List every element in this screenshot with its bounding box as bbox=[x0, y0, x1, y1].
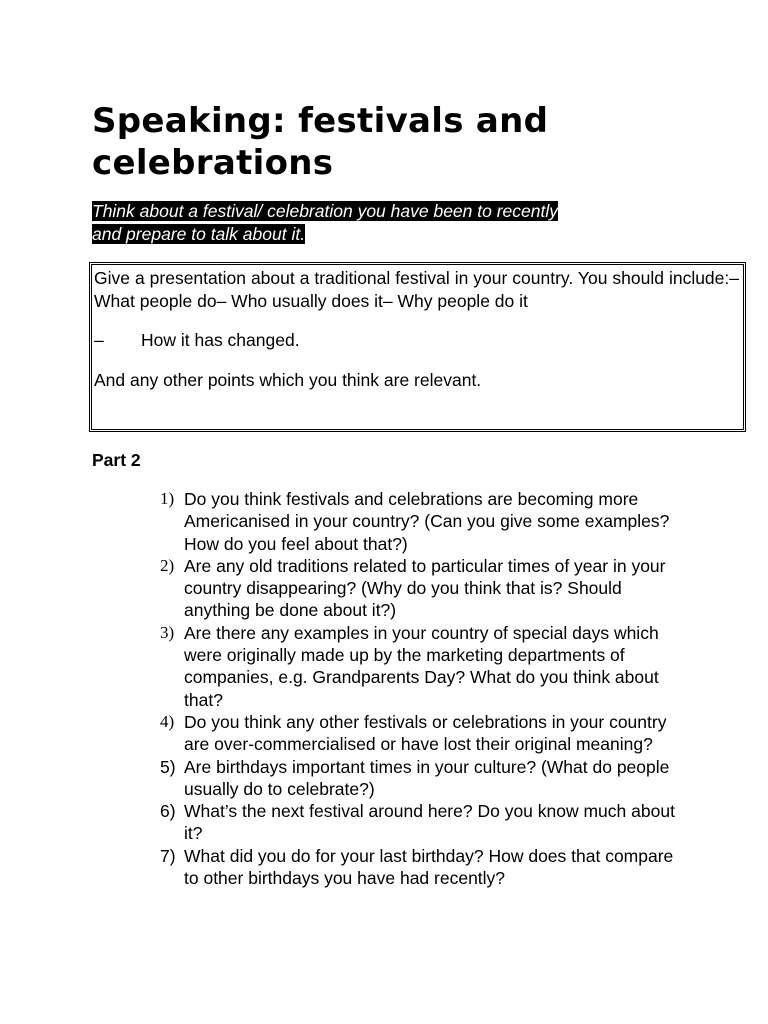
question-text: Are birthdays important times in your culture? (What do people usually do to celebrate?) bbox=[184, 756, 670, 799]
question-text: What did you do for your last birthday? How does that compare to other birthdays you have had recently? bbox=[184, 845, 674, 889]
question-item bbox=[160, 711, 690, 756]
question-number: 5) bbox=[160, 756, 176, 777]
presentation-task-box bbox=[89, 262, 746, 432]
question-text: Are there any examples in your country of special days which were originally made up by the marketing departments of companies, e.g. Grandparents Day? What do you think about that? bbox=[184, 622, 659, 710]
intro-instruction bbox=[92, 200, 692, 245]
page-title: Speaking: festivals and celebrations bbox=[92, 101, 549, 183]
question-number: 1) bbox=[160, 489, 175, 508]
intro-line-2: and prepare to talk about it. bbox=[92, 223, 306, 244]
question-item bbox=[160, 622, 690, 711]
question-number: 3) bbox=[160, 622, 175, 642]
question-item bbox=[160, 488, 690, 555]
question-number: 2) bbox=[160, 555, 175, 575]
question-number: 7) bbox=[160, 845, 176, 866]
question-item bbox=[160, 756, 690, 801]
question-list bbox=[160, 488, 690, 889]
question-text: Do you think any other festivals or celebrations in your country are over-commercialised or have lost their original meaning? bbox=[184, 711, 667, 755]
task-changed-text: How it has changed. bbox=[141, 330, 300, 350]
task-include-text: Give a presentation about a traditional festival in your country. You should include:– What people do– Who usually does it– Why people do it bbox=[94, 268, 739, 311]
bullet-dash: – bbox=[94, 330, 104, 350]
intro-line-1: Think about a festival/ celebration you have been to recently bbox=[92, 201, 558, 221]
part-2-heading: Part 2 bbox=[92, 450, 141, 470]
question-number: 6) bbox=[160, 801, 176, 822]
question-item bbox=[160, 845, 690, 890]
question-item bbox=[160, 800, 690, 845]
task-other-points: And any other points which you think are relevant. bbox=[94, 369, 482, 390]
question-text: Do you think festivals and celebrations are becoming more Americanised in your country? (Can you give some examples? How do you feel about that?) bbox=[184, 489, 670, 554]
question-text: Are any old traditions related to particular times of year in your country disappearing? (Why do you think that is? Should anything be done about it?) bbox=[184, 555, 666, 621]
question-number: 4) bbox=[160, 711, 175, 731]
question-item bbox=[160, 555, 690, 622]
question-text: What’s the next festival around here? Do you know much about it? bbox=[184, 801, 675, 844]
task-changed-point bbox=[94, 329, 739, 352]
